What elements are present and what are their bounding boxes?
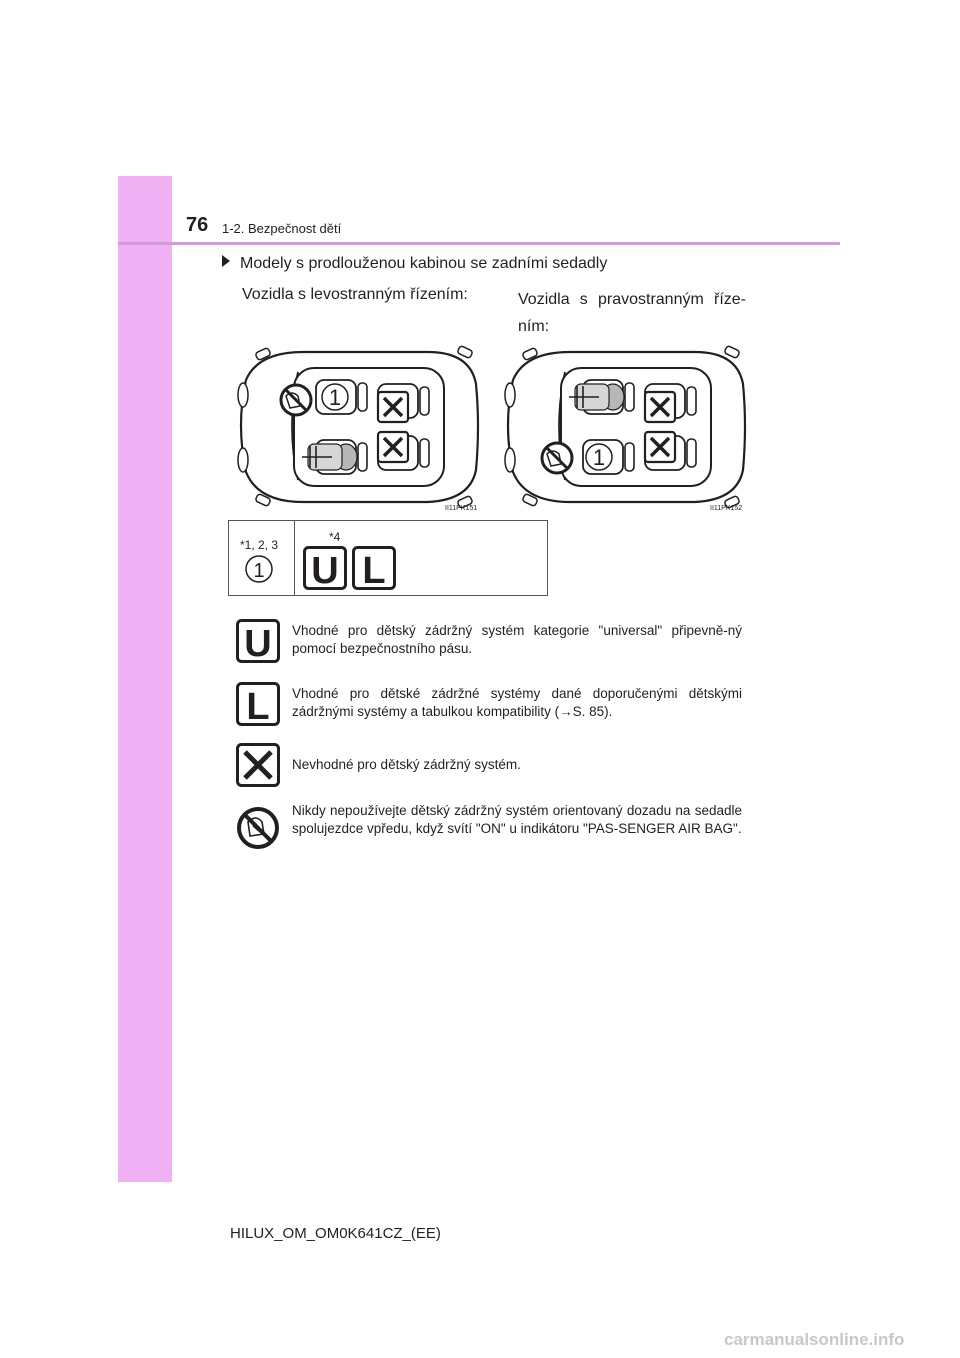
rhd-car-diagram [495,340,751,514]
lhd-car-diagram [228,340,484,514]
svg-text:U: U [244,623,272,663]
no-rear-facing-seat-icon [236,806,280,850]
triangle-bullet-icon [222,255,230,267]
list-l-icon [236,682,280,726]
lhd-caption: Vozidla s levostranným řízením: [242,286,468,303]
svg-text:U: U [311,550,339,590]
section-title: 1-2. Bezpečnost dětí [222,221,342,236]
rhd-figure-code: II11PK152 [710,505,743,512]
svg-text:1: 1 [253,560,265,582]
seat-one-icon [244,554,274,584]
svg-text:L: L [246,686,270,726]
watermark: carmanualsonline.info [724,1330,905,1349]
model-heading [222,255,607,273]
header-rule [118,242,840,245]
list-l-icon [352,546,396,590]
svg-text:1: 1 [592,445,606,470]
svg-text:L: L [362,550,386,590]
footnote-ref-1: *1, 2, 3 [240,538,279,552]
legend-text-airbag-warning: Nikdy nepoužívejte dětský zádržný systém orientovaný dozadu na sedadle spolujezdce vpředu, když svítí "ON" u indikátoru "PAS-SENGER AIR BAG". [292,803,742,836]
rhd-caption: Vozidla s pravostranným říze-ním: [518,291,746,335]
footnote-ref-2: *4 [329,530,341,544]
document-footer: HILUX_OM_OM0K641CZ_(EE) [230,1225,441,1242]
page-side-tab [118,176,172,1182]
universal-u-icon [236,619,280,663]
page-number: 76 [186,214,209,236]
legend-text-universal: Vhodné pro dětský zádržný systém kategorie "universal" připevně-ný pomocí bezpečnostního pásu. [292,623,742,656]
legend-text-not-suitable: Nevhodné pro dětský zádržný systém. [292,757,521,772]
legend-text-recommended: Vhodné pro dětské zádržné systémy dané doporučenými dětskými zádržnými systémy a tabulkou kompatibility (→S. 85). [292,686,742,719]
universal-u-icon [303,546,347,590]
not-suitable-x-icon [236,743,280,787]
model-heading-text: Modely s prodlouženou kabinou se zadními sedadly [240,255,608,272]
lhd-figure-code: II11PK151 [445,505,478,512]
seat-number-label: 1 [328,385,342,410]
